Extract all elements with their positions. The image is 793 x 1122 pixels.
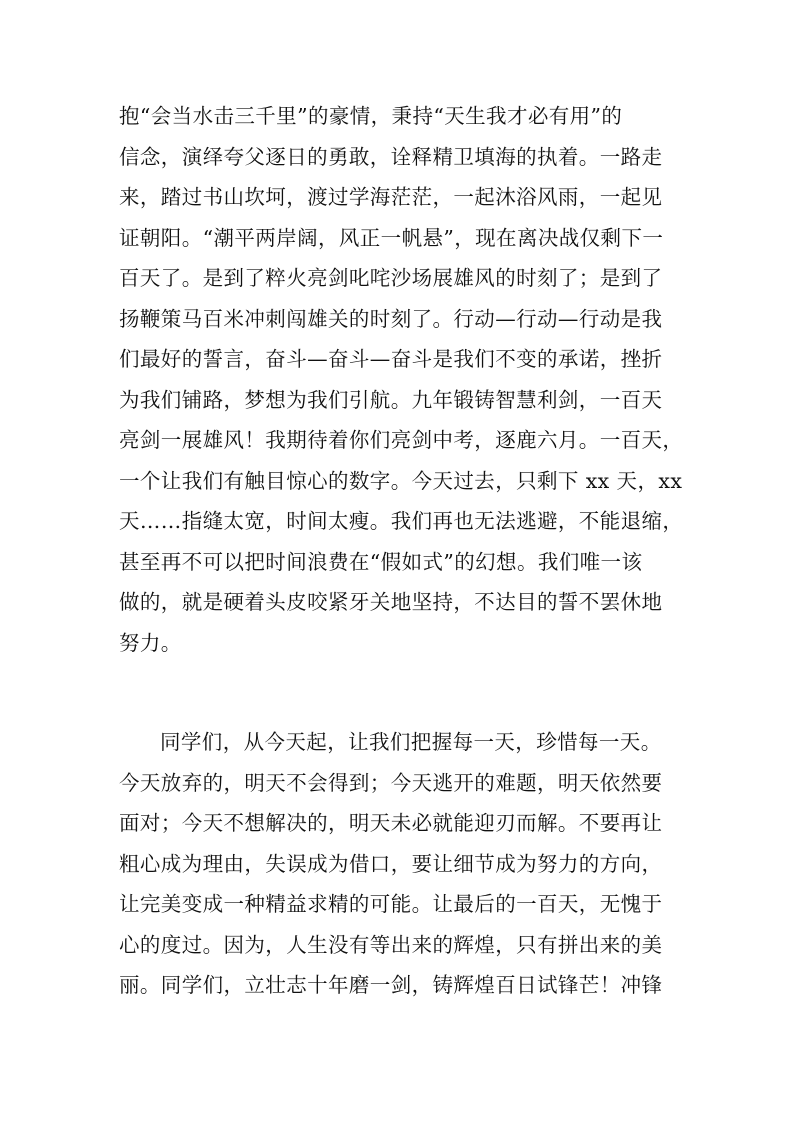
text-line: 来，踏过书山坎坷，渡过学海茫茫，一起沐浴风雨，一起见 — [119, 185, 663, 209]
text-line: 同学们，从今天起，让我们把握每一天，珍惜每一天。 — [160, 730, 662, 754]
text-line: 丽。同学们，立壮志十年磨一剑，铸辉煌百日试锋芒！冲锋 — [119, 973, 663, 997]
text-line: 抱“会当水击三千里”的豪情，秉持“天生我才必有用”的 — [119, 104, 623, 128]
text-line: 努力。 — [119, 631, 182, 655]
text-line: 天……指缝太宽，时间太瘦。我们再也无法逃避，不能退缩， — [119, 509, 684, 533]
text-line: 百天了。是到了粹火亮剑叱咤沙场展雄风的时刻了；是到了 — [119, 266, 663, 290]
text-line: 亮剑一展雄风！我期待着你们亮剑中考，逐鹿六月。一百天， — [119, 428, 684, 452]
text-line: 心的度过。因为，人生没有等出来的辉煌，只有拼出来的美 — [119, 933, 663, 957]
text-line: 甚至再不可以把时间浪费在“假如式”的幻想。我们唯一该 — [119, 550, 643, 574]
text-line: 为我们铺路，梦想为我们引航。九年锻铸智慧利剑，一百天 — [119, 388, 663, 412]
text-line: 让完美变成一种精益求精的可能。让最后的一百天，无愧于 — [119, 892, 663, 916]
text-line: 面对；今天不想解决的，明天未必就能迎刃而解。不要再让 — [119, 811, 663, 835]
text-line: 今天放弃的，明天不会得到；今天逃开的难题，明天依然要 — [119, 771, 663, 795]
text-line: 做的，就是硬着头皮咬紧牙关地坚持，不达目的誓不罢休地 — [119, 590, 663, 614]
text-line: 扬鞭策马百米冲刺闯雄关的时刻了。行动—行动—行动是我 — [119, 307, 663, 331]
text-line: 们最好的誓言，奋斗—奋斗—奋斗是我们不变的承诺，挫折 — [119, 347, 663, 371]
text-line: 粗心成为理由，失误成为借口，要让细节成为努力的方向， — [119, 852, 663, 876]
text-line: 证朝阳。“潮平两岸阔，风正一帆悬”，现在离决战仅剩下一 — [119, 226, 664, 250]
text-line: 一个让我们有触目惊心的数字。今天过去，只剩下 xx 天，xx — [119, 469, 683, 493]
text-line: 信念，演绎夸父逐日的勇敢，诠释精卫填海的执着。一路走 — [119, 145, 663, 169]
